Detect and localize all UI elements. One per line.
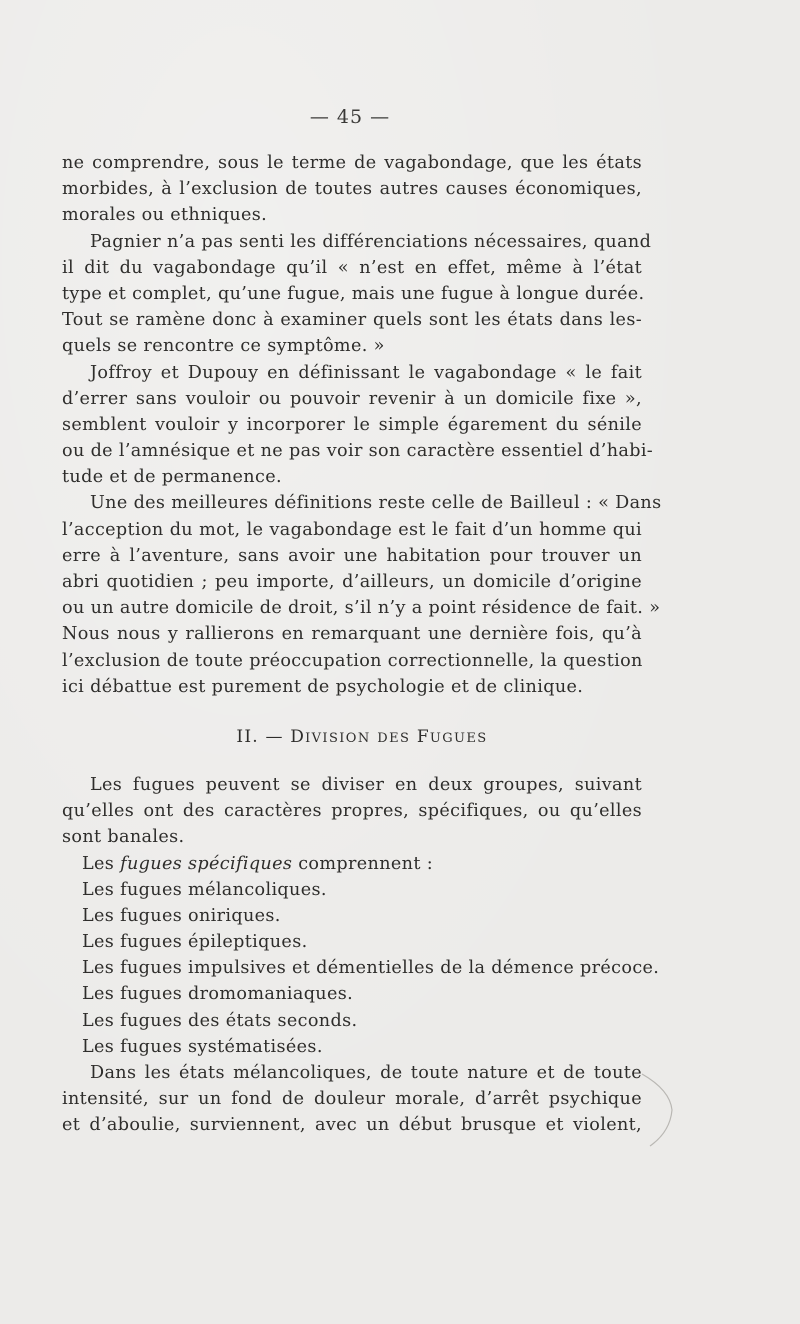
list-item: Les fugues des états seconds. — [82, 1010, 358, 1031]
text-line: ne comprendre, sous le terme de vagabondage, que les états — [62, 153, 642, 173]
paragraph-4 — [62, 490, 662, 700]
heading-word1-rest: IVISION — [305, 730, 371, 746]
list-item: Les fugues épileptiques. — [82, 932, 308, 953]
text-line: abri quotidien ; peu importe, d’ailleurs, un domicile d’origine — [62, 572, 642, 592]
margin-bracket-mark — [640, 1070, 680, 1150]
paragraph-2 — [62, 229, 652, 360]
text-line: Pagnier n’a pas senti les différenciations nécessaires, quand — [90, 231, 652, 252]
text-line: il dit du vagabondage qu’il « n’est en effet, même à l’état — [62, 257, 642, 278]
page-number: — 45 — — [309, 106, 391, 128]
text-line: type et complet, qu’une fugue, mais une fugue à longue durée. — [62, 283, 645, 304]
list-item: Les fugues mélancoliques. — [82, 879, 327, 900]
list-intro-before: Les — [82, 853, 121, 874]
text-line: quels se rencontre ce symptôme. » — [62, 336, 385, 357]
list-intro-italic: fugues spécifiques — [120, 853, 293, 874]
heading-word3-initial: F — [416, 726, 430, 747]
heading-word1-initial: D — [290, 726, 306, 747]
text-line: qu’elles ont des caractères propres, spécifiques, ou qu’elles — [62, 801, 642, 822]
list-item: Les fugues oniriques. — [82, 905, 281, 926]
text-line: tude et de permanence. — [62, 467, 282, 488]
text-line: Une des meilleures définitions reste celle de Bailleul : « Dans — [90, 493, 662, 514]
text-line: sont banales. — [62, 827, 185, 848]
text-line: semblent vouloir y incorporer le simple égarement du sénile — [62, 414, 642, 435]
fugue-list — [62, 851, 660, 1061]
list-intro — [62, 851, 642, 877]
paragraph-1 — [62, 150, 642, 229]
body-text — [62, 150, 662, 1139]
text-line: Joffroy et Dupouy en définissant le vagabondage « le fait — [90, 362, 642, 383]
paragraph-5 — [62, 772, 642, 851]
text-line: Tout se ramène donc à examiner quels sont les états dans les- — [62, 310, 642, 331]
text-line: morbides, à l’exclusion de toutes autres causes économiques, — [62, 179, 642, 200]
text-line: l’exclusion de toute préoccupation correctionnelle, la question — [62, 650, 643, 671]
text-line: ici débattue est purement de psychologie et de clinique. — [62, 676, 584, 697]
text-line: d’errer sans vouloir ou pouvoir revenir à un domicile fixe », — [62, 388, 642, 409]
heading-numeral: II. — — [236, 726, 291, 747]
text-line: morales ou ethniques. — [62, 205, 268, 226]
heading-word3-rest: UGUES — [429, 730, 488, 746]
list-intro-after: comprennent : — [292, 853, 433, 874]
text-line: Nous nous y rallierons en remarquant une dernière fois, qu’à — [62, 624, 642, 645]
text-line: erre à l’aventure, sans avoir une habitation pour trouver un — [62, 545, 642, 566]
text-line: et d’aboulie, surviennent, avec un début brusque et violent, — [62, 1115, 642, 1136]
text-line: Dans les états mélancoliques, de toute nature et de toute — [90, 1063, 642, 1083]
text-line: ou un autre domicile de droit, s’il n’y a point résidence de fait. » — [62, 598, 661, 619]
list-item: Les fugues dromomaniaques. — [82, 984, 354, 1005]
text-line: ou de l’amnésique et ne pas voir son caractère essentiel d’habi- — [62, 441, 654, 462]
heading-word2: DES — [377, 730, 411, 746]
list-item: Les fugues systématisées. — [82, 1036, 323, 1057]
text-line: intensité, sur un fond de douleur morale, d’arrêt psychique — [62, 1089, 642, 1110]
text-line: Les fugues peuvent se diviser en deux groupes, suivant — [90, 774, 642, 795]
paragraph-6 — [62, 1060, 642, 1139]
list-item: Les fugues impulsives et démentielles de la démence précoce. — [82, 958, 660, 979]
text-line: l’acception du mot, le vagabondage est le fait d’un homme qui — [62, 519, 642, 540]
section-heading — [62, 724, 642, 750]
paragraph-3 — [62, 360, 654, 491]
